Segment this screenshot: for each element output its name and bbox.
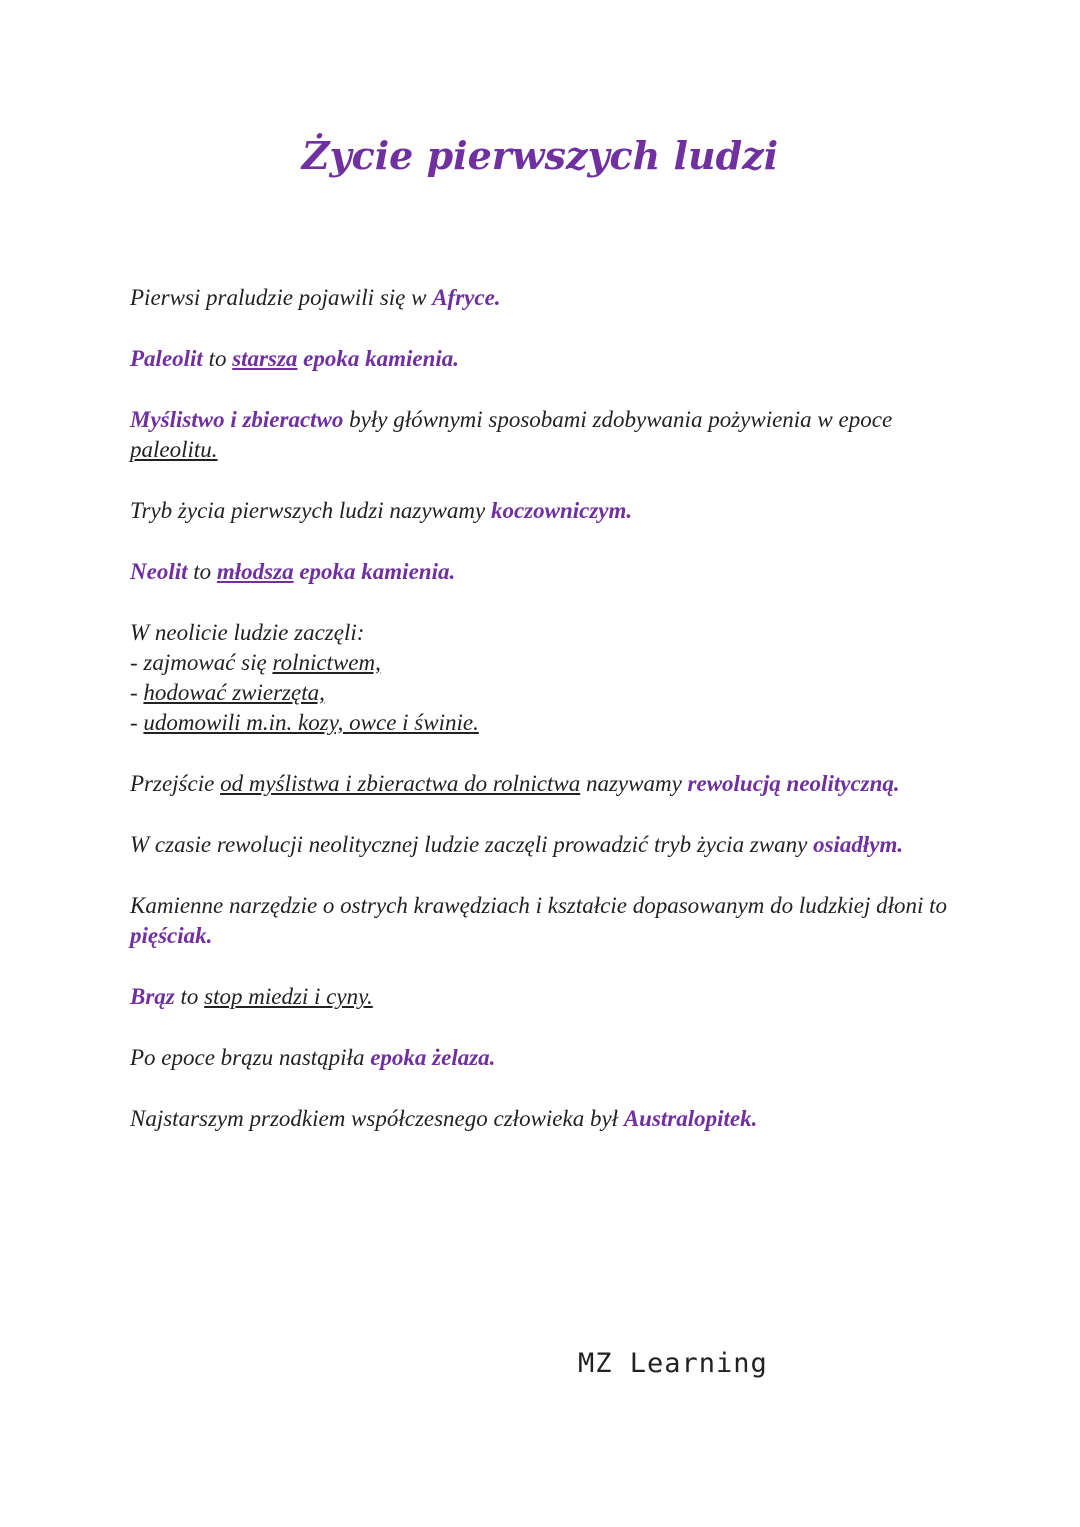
keyword: Myślistwo i zbieractwo bbox=[130, 407, 344, 432]
keyword: rewolucją neolityczną. bbox=[687, 771, 900, 796]
underlined-text: udomowili m.in. kozy, owce i świnie. bbox=[143, 710, 479, 735]
text: Tryb życia pierwszych ludzi nazywamy bbox=[130, 498, 491, 523]
underlined-text: od myślistwa i zbieractwa do rolnictwa bbox=[220, 771, 581, 796]
keyword: Paleolit bbox=[130, 346, 203, 371]
paragraph-iron-age bbox=[130, 1043, 970, 1073]
keyword: epoka kamienia. bbox=[297, 346, 460, 371]
paragraph-neolithic-list bbox=[130, 618, 970, 738]
list-item bbox=[130, 678, 970, 708]
keyword: pięściak. bbox=[130, 923, 213, 948]
paragraph-nomadic bbox=[130, 496, 970, 526]
underlined-text: hodować zwierzęta, bbox=[143, 680, 325, 705]
text: Najstarszym przodkiem współczesnego człowieka był bbox=[130, 1106, 624, 1131]
notes-body bbox=[130, 283, 970, 1165]
text: Kamienne narzędzie o ostrych krawędziach i kształcie dopasowanym do ludzkiej dłoni to bbox=[130, 893, 948, 918]
text: - bbox=[130, 680, 144, 705]
paragraph-settled bbox=[130, 830, 970, 860]
text: Po epoce brązu nastąpiła bbox=[130, 1045, 371, 1070]
text: to bbox=[202, 346, 233, 371]
text: były głównymi sposobami zdobywania pożywienia w epoce bbox=[343, 407, 893, 432]
keyword: osiadłym. bbox=[813, 832, 904, 857]
keyword-underlined: młodsza bbox=[216, 559, 294, 584]
text: - zajmować się bbox=[130, 650, 273, 675]
author-signature: MZ Learning bbox=[578, 1348, 768, 1379]
underlined-text: stop miedzi i cyny. bbox=[204, 984, 373, 1009]
keyword: Neolit bbox=[130, 559, 188, 584]
text: nazywamy bbox=[580, 771, 688, 796]
paragraph-bronze bbox=[130, 982, 970, 1012]
list-item bbox=[130, 648, 970, 678]
paragraph-neolit bbox=[130, 557, 970, 587]
keyword: koczowniczym. bbox=[490, 498, 633, 523]
paragraph-paleolit bbox=[130, 344, 970, 374]
paragraph-africa bbox=[130, 283, 970, 313]
underlined-text: paleolitu. bbox=[130, 437, 218, 462]
paragraph-handaxe bbox=[130, 891, 970, 951]
paragraph-australopithecus bbox=[130, 1104, 970, 1134]
underlined-text: rolnictwem, bbox=[272, 650, 381, 675]
text: to bbox=[187, 559, 217, 584]
keyword: epoka kamienia. bbox=[293, 559, 456, 584]
list-intro: W neolicie ludzie zaczęli: bbox=[130, 620, 365, 645]
page-title: Życie pierwszych ludzi bbox=[301, 133, 779, 178]
keyword-underlined: starsza bbox=[232, 346, 298, 371]
keyword: epoka żelaza. bbox=[370, 1045, 496, 1070]
keyword: Brąz bbox=[130, 984, 175, 1009]
text: Pierwsi praludzie pojawili się w bbox=[130, 285, 433, 310]
keyword: Australopitek. bbox=[623, 1106, 758, 1131]
paragraph-revolution bbox=[130, 769, 970, 799]
keyword: Afryce. bbox=[432, 285, 501, 310]
text: - bbox=[130, 710, 144, 735]
text: to bbox=[174, 984, 205, 1009]
text: W czasie rewolucji neolitycznej ludzie zaczęli prowadzić tryb życia zwany bbox=[130, 832, 814, 857]
text: Przejście bbox=[130, 771, 221, 796]
paragraph-hunting bbox=[130, 405, 970, 465]
list-item bbox=[130, 708, 970, 738]
